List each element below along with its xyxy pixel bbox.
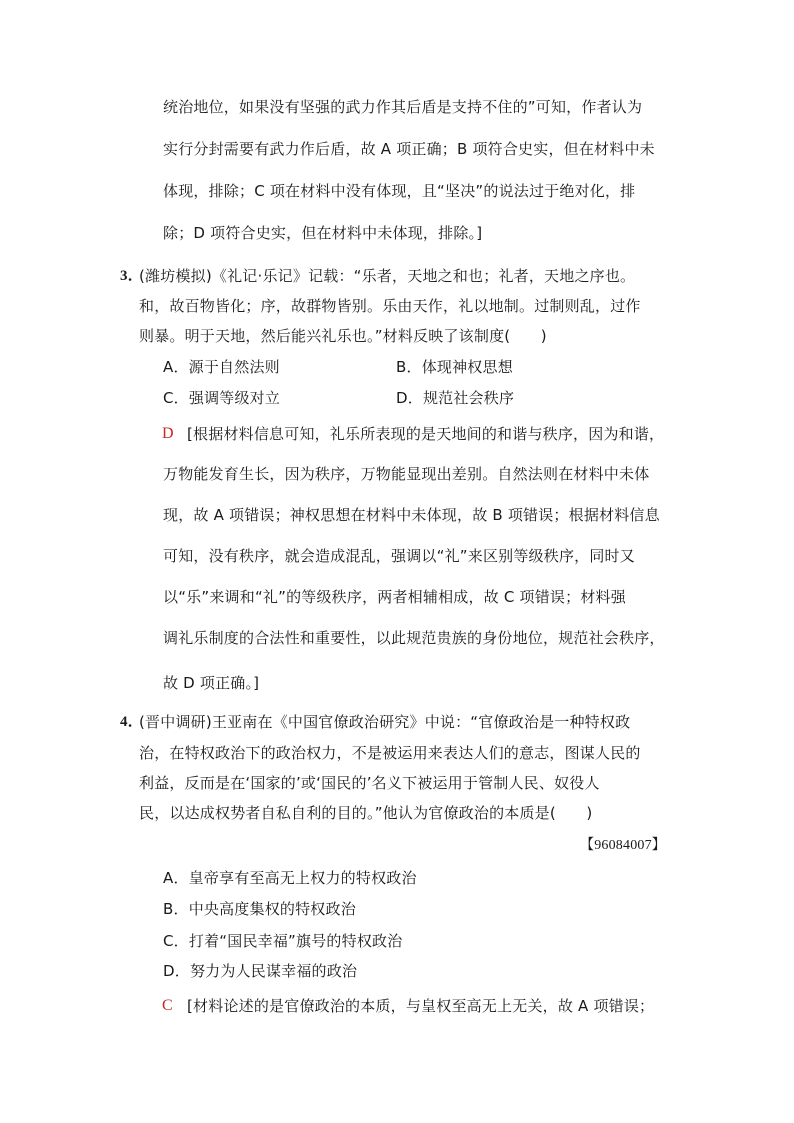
answer-letter: D (162, 425, 174, 442)
prev-explanation-line-3: 体现，排除；C 项在材料中没有体现，且“坚决”的说法过于绝对化，排 (163, 182, 636, 200)
question-stem-line: (晋中调研)王亚南在《中国官僚政治研究》中说：“官僚政治是一种特权政 (139, 713, 631, 731)
question-stem-line: 则暴。明于天地，然后能兴礼乐也。”材料反映了该制度( ) (139, 327, 547, 345)
option-c: C．强调等级对立 (163, 389, 281, 407)
explanation-line: 可知，没有秩序，就会造成混乱，强调以“礼”来区别等级秩序，同时又 (163, 547, 635, 565)
option-d: D．努力为人民谋幸福的政治 (163, 962, 358, 980)
prev-explanation-line-4: 除；D 项符合史实，但在材料中未体现，排除。] (163, 224, 483, 242)
question-stem-line: (潍坊模拟)《礼记·乐记》记载：“乐者，天地之和也；礼者，天地之序也。 (139, 267, 636, 285)
question-stem-line: 和，故百物皆化；序，故群物皆别。乐由天作，礼以地制。过制则乱，过作 (139, 297, 641, 315)
explanation-line: 故 D 项正确。] (163, 674, 260, 692)
explanation-line: 调礼乐制度的合法性和重要性，以此规范贵族的身份地位，规范社会秩序， (163, 629, 665, 647)
prev-explanation-line-2: 实行分封需要有武力作后盾，故 A 项正确；B 项符合史实，但在材料中未 (163, 140, 655, 158)
question-stem-line: 治，在特权政治下的政治权力，不是被运用来表达人们的意志，图谋人民的 (139, 744, 641, 762)
explanation-line: 现，故 A 项错误；神权思想在材料中未体现，故 B 项错误；根据材料信息 (163, 506, 660, 524)
question-stem-line: 民，以达成权势者自私自利的目的。”他认为官僚政治的本质是( ) (139, 804, 593, 822)
question-number: 4． (120, 714, 143, 730)
option-a: A．源于自然法则 (163, 358, 280, 376)
option-c: C．打着“国民幸福”旗号的特权政治 (163, 932, 403, 950)
explanation-line: 以“乐”来调和“礼”的等级秩序，两者相辅相成，故 C 项错误；材料强 (163, 588, 626, 606)
question-stem-line: 利益，反而是在‘国家的’或‘国民的’名义下被运用于管制人民、奴役人 (139, 774, 600, 792)
question-number: 3． (120, 268, 143, 284)
option-b: B．中央高度集权的特权政治 (163, 900, 356, 918)
explanation-line: 万物能发育生长，因为秩序，万物能显现出差别。自然法则在材料中未体 (163, 465, 650, 483)
explanation-line: [材料论述的是官僚政治的本质，与皇权至高无上无关，故 A 项错误； (187, 997, 655, 1015)
question-code: 【96084007】 (580, 838, 666, 853)
option-d: D．规范社会秩序 (396, 389, 515, 407)
explanation-line: [根据材料信息可知，礼乐所表现的是天地间的和谐与秩序，因为和谐， (187, 425, 665, 443)
option-a: A．皇帝享有至高无上权力的特权政治 (163, 869, 417, 887)
answer-letter: C (162, 997, 173, 1014)
prev-explanation-line-1: 统治地位，如果没有坚强的武力作其后盾是支持不住的”可知，作者认为 (163, 98, 643, 116)
option-b: B．体现神权思想 (396, 358, 513, 376)
